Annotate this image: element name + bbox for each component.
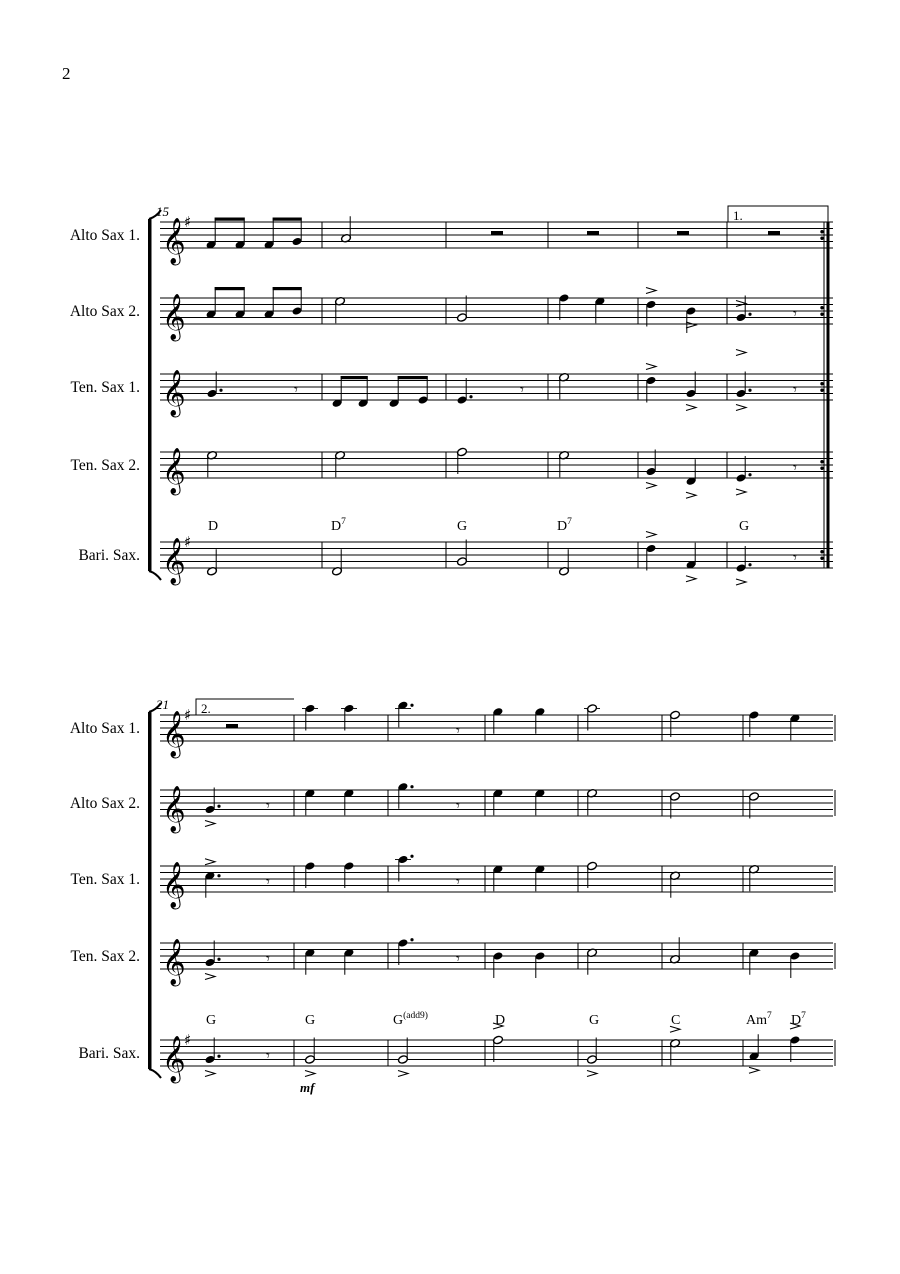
measure-number: 21 <box>156 697 169 712</box>
chord-symbol: Am$^7$ <box>746 1011 772 1028</box>
eighth-rest: 𝄾 <box>266 1046 270 1065</box>
accent-mark <box>686 492 696 498</box>
chord-symbol: G <box>206 1013 217 1028</box>
half-rest <box>491 231 503 235</box>
system-bracket <box>148 712 152 1069</box>
accent-mark <box>205 974 215 980</box>
note-beam <box>273 287 302 290</box>
eighth-rest: 𝄾 <box>520 380 524 399</box>
volta-label: 1. <box>733 208 743 223</box>
note-beam <box>398 376 428 379</box>
key-signature-sharp: ♯ <box>184 1031 192 1049</box>
instrument-label: Ten. Sax 2. <box>70 457 140 474</box>
accent-mark <box>736 579 746 585</box>
treble-clef-icon: 𝄞 <box>162 939 186 985</box>
note-dot <box>219 389 222 392</box>
key-signature-sharp: ♯ <box>184 213 192 231</box>
eighth-rest: 𝄾 <box>266 872 270 891</box>
note-dot <box>217 1055 220 1058</box>
chord-symbol: G <box>589 1013 600 1028</box>
accent-mark <box>749 1067 759 1073</box>
chord-extension: 7 <box>341 517 346 527</box>
accent-mark <box>587 1071 597 1077</box>
instrument-label: Ten. Sax 1. <box>70 379 140 396</box>
eighth-rest: 𝄾 <box>266 796 270 815</box>
accent-mark <box>686 322 696 328</box>
treble-clef-icon: 𝄞 <box>162 1036 186 1082</box>
chord-symbol: $G^{(add9)}$ <box>393 1011 428 1028</box>
instrument-label: Alto Sax 1. <box>69 720 140 737</box>
treble-clef-icon: 𝄞 <box>162 711 186 757</box>
accent-mark <box>736 350 746 356</box>
chord-symbol: $D^7$ <box>557 517 572 534</box>
note-dot <box>748 313 751 316</box>
accent-mark <box>646 532 656 538</box>
accent-mark <box>646 288 656 294</box>
eighth-rest: 𝄾 <box>456 872 460 891</box>
accent-mark <box>736 405 746 411</box>
note-dot <box>410 938 413 941</box>
note-dot <box>469 395 472 398</box>
eighth-rest: 𝄾 <box>294 380 298 399</box>
dynamic-marking: mf <box>300 1080 315 1095</box>
system-bracket <box>148 219 152 571</box>
accent-mark <box>646 364 656 370</box>
repeat-dot <box>820 460 823 463</box>
accent-mark <box>205 821 215 827</box>
chord-symbol: C <box>671 1013 681 1028</box>
repeat-dot <box>820 557 823 560</box>
accent-mark <box>736 301 746 307</box>
treble-clef-icon: 𝄞 <box>162 294 186 340</box>
eighth-rest: 𝄾 <box>456 949 460 968</box>
instrument-label: Alto Sax 2. <box>69 795 140 812</box>
eighth-rest: 𝄾 <box>793 458 797 477</box>
note-beam <box>215 287 245 290</box>
note-beam <box>341 376 368 379</box>
bracket-hook <box>149 571 161 580</box>
page-number: 2 <box>62 64 71 83</box>
repeat-dot <box>820 467 823 470</box>
eighth-rest: 𝄾 <box>793 304 797 323</box>
instrument-label: Ten. Sax 2. <box>70 948 140 965</box>
volta-bracket <box>728 206 828 222</box>
chord-symbol: $D^7$ <box>331 517 346 534</box>
chord-extension: 7 <box>801 1011 806 1021</box>
key-signature-sharp: ♯ <box>184 533 192 551</box>
chord-symbol: $D^7$ <box>791 1011 806 1028</box>
repeat-dot <box>820 306 823 309</box>
chord-extension: 7 <box>767 1011 772 1021</box>
treble-clef-icon: 𝄞 <box>162 370 186 416</box>
eighth-rest: 𝄾 <box>266 949 270 968</box>
accent-mark <box>398 1071 408 1077</box>
half-rest <box>226 724 238 728</box>
accent-mark <box>686 576 696 582</box>
bracket-hook <box>149 1069 161 1078</box>
volta-label: 2. <box>201 701 211 716</box>
repeat-dot <box>820 230 823 233</box>
note-beam <box>273 218 302 221</box>
note-dot <box>410 855 413 858</box>
instrument-label: Alto Sax 1. <box>69 227 140 244</box>
instrument-label: Bari. Sax. <box>78 1045 140 1062</box>
instrument-label: Bari. Sax. <box>78 547 140 564</box>
accent-mark <box>205 1071 215 1077</box>
accent-mark <box>686 405 696 411</box>
key-signature-sharp: ♯ <box>184 706 192 724</box>
accent-mark <box>646 483 656 489</box>
repeat-dot <box>820 389 823 392</box>
chord-symbol: G <box>305 1013 316 1028</box>
treble-clef-icon: 𝄞 <box>162 786 186 832</box>
note-beam <box>215 218 245 221</box>
eighth-rest: 𝄾 <box>793 548 797 567</box>
note-dot <box>748 389 751 392</box>
note-dot <box>217 805 220 808</box>
repeat-dot <box>820 382 823 385</box>
note-dot <box>410 785 413 788</box>
measure-number: 15 <box>156 204 169 219</box>
note-dot <box>217 958 220 961</box>
treble-clef-icon: 𝄞 <box>162 448 186 494</box>
eighth-rest: 𝄾 <box>793 380 797 399</box>
half-rest <box>768 231 780 235</box>
note-dot <box>748 473 751 476</box>
accent-mark <box>736 489 746 495</box>
chord-symbol: D <box>208 519 219 534</box>
accent-mark <box>305 1071 315 1077</box>
accent-mark <box>205 859 215 865</box>
treble-clef-icon: 𝄞 <box>162 218 186 264</box>
repeat-dot <box>820 550 823 553</box>
note-dot <box>410 704 413 707</box>
treble-clef-icon: 𝄞 <box>162 538 186 584</box>
repeat-dot <box>820 237 823 240</box>
note-dot <box>217 874 220 877</box>
note-dot <box>748 563 751 566</box>
eighth-rest: 𝄾 <box>456 721 460 740</box>
chord-symbol: G <box>739 519 750 534</box>
chord-symbol: D <box>495 1013 506 1028</box>
instrument-label: Alto Sax 2. <box>69 303 140 320</box>
half-rest <box>587 231 599 235</box>
repeat-dot <box>820 313 823 316</box>
chord-symbol: G <box>457 519 468 534</box>
instrument-label: Ten. Sax 1. <box>70 871 140 888</box>
chord-extension: 7 <box>567 517 572 527</box>
half-rest <box>677 231 689 235</box>
chord-extension: (add9) <box>403 1011 428 1021</box>
eighth-rest: 𝄾 <box>456 796 460 815</box>
treble-clef-icon: 𝄞 <box>162 862 186 908</box>
